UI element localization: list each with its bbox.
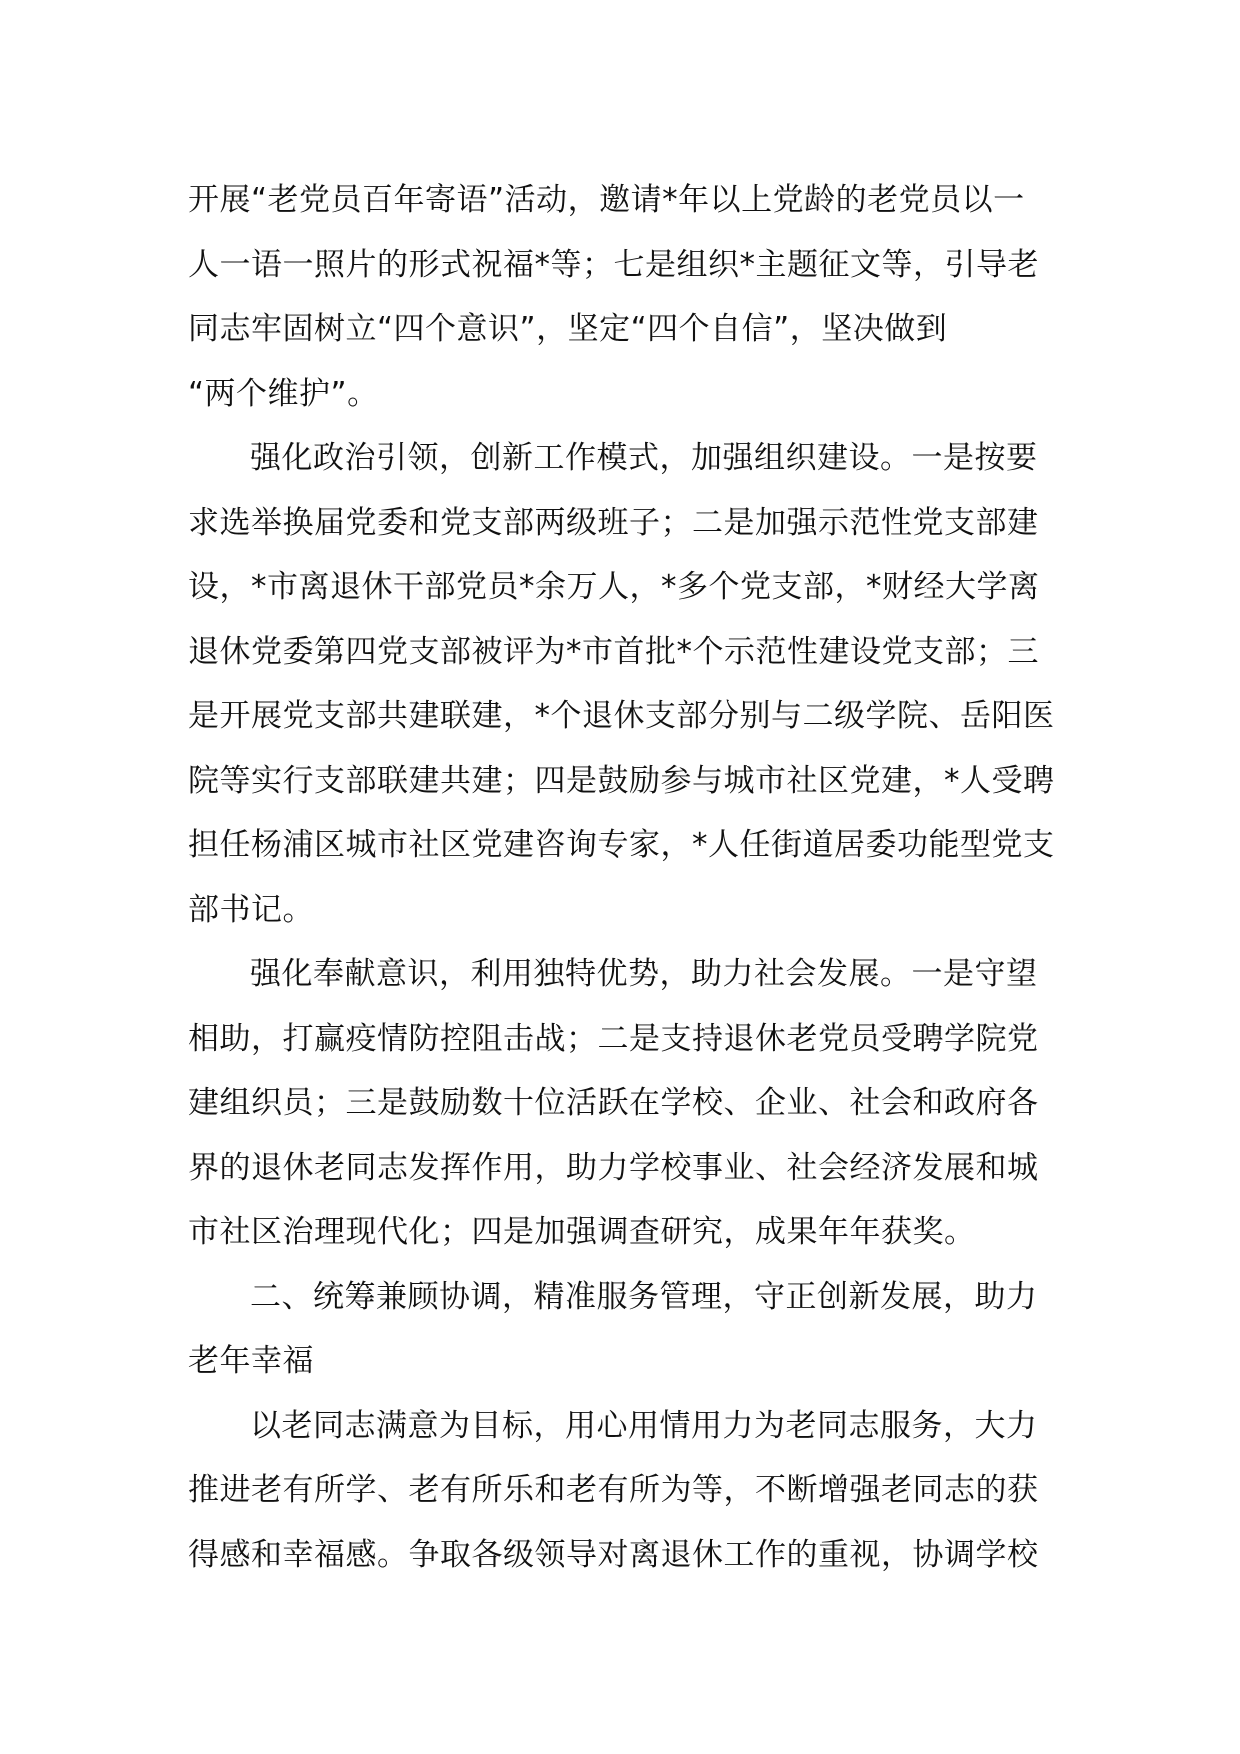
body-text-line: 部书记。	[188, 891, 314, 928]
body-text-line: 相助，打赢疫情防控阻击战；二是支持退休老党员受聘学院党	[188, 1020, 1039, 1057]
section-heading-line: 老年幸福	[188, 1343, 314, 1379]
body-text-line: 设，*市离退休干部党员*余万人，*多个党支部，*财经大学离	[188, 569, 1040, 605]
body-text-line: 担任杨浦区城市社区党建咨询专家，*人任街道居委功能型党支	[188, 827, 1055, 863]
document-body	[188, 168, 1056, 1587]
section-heading-line: 二、统筹兼顾协调，精准服务管理，守正创新发展，助力	[250, 1278, 1038, 1315]
body-text-line: 建组织员；三是鼓励数十位活跃在学校、企业、社会和政府各	[188, 1085, 1039, 1121]
body-text-line: 市社区治理现代化；四是加强调查研究，成果年年获奖。	[188, 1214, 976, 1250]
body-text-line: 同志牢固树立“四个意识”，坚定“四个自信”，坚决做到	[188, 311, 948, 347]
body-text-line: 院等实行支部联建共建；四是鼓励参与城市社区党建，*人受聘	[188, 762, 1055, 799]
body-text-line: 是开展党支部共建联建，*个退休支部分别与二级学院、岳阳医	[188, 698, 1055, 734]
body-text-line: 人一语一照片的形式祝福*等；七是组织*主题征文等，引导老	[188, 246, 1039, 283]
body-text-line: 开展“老党员百年寄语”活动，邀请*年以上党龄的老党员以一	[188, 182, 1025, 218]
body-text-line: 界的退休老同志发挥作用，助力学校事业、社会经济发展和城	[188, 1149, 1039, 1186]
body-text-line: 得感和幸福感。争取各级领导对离退休工作的重视，协调学校	[188, 1536, 1039, 1573]
body-text-line: 推进老有所学、老有所乐和老有所为等，不断增强老同志的获	[188, 1472, 1039, 1508]
paragraph-first-line: 以老同志满意为目标，用心用情用力为老同志服务，大力	[250, 1407, 1038, 1444]
body-text-line: “两个维护”。	[188, 375, 379, 412]
paragraph-first-line: 强化政治引领，创新工作模式，加强组织建设。一是按要	[250, 440, 1038, 476]
paragraph-first-line: 强化奉献意识，利用独特优势，助力社会发展。一是守望	[250, 956, 1038, 992]
body-text-line: 求选举换届党委和党支部两级班子；二是加强示范性党支部建	[188, 504, 1039, 541]
body-text-line: 退休党委第四党支部被评为*市首批*个示范性建设党支部；三	[188, 633, 1039, 670]
